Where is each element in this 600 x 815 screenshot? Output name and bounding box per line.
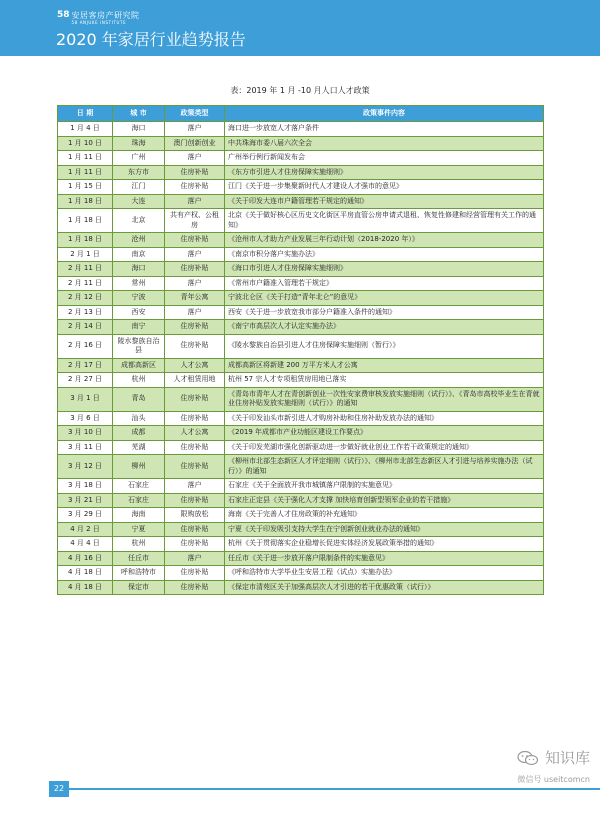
cell-policy-type: 住房补贴 xyxy=(165,387,225,411)
cell-city: 青岛 xyxy=(113,387,165,411)
cell-city: 海口 xyxy=(113,262,165,277)
table-row xyxy=(58,358,544,373)
cell-policy-type: 落户 xyxy=(165,479,225,494)
cell-policy-content: 《青岛市青年人才在青创新创业一次性安家费审核发放实施细则（试行）》、《青岛市高校毕业生在青就业住房补贴发放实施细则（试行）》的通知 xyxy=(225,387,544,411)
table-row xyxy=(58,165,544,180)
cell-policy-content: 《常州市户籍准入管理若干规定》 xyxy=(225,276,544,291)
table-row xyxy=(58,440,544,455)
cell-city: 保定市 xyxy=(113,580,165,595)
cell-policy-type: 住房补贴 xyxy=(165,493,225,508)
cell-city: 常州 xyxy=(113,276,165,291)
cell-date: 3 月 21 日 xyxy=(58,493,113,508)
cell-policy-type: 落户 xyxy=(165,194,225,209)
cell-date: 2 月 11 日 xyxy=(58,262,113,277)
cell-policy-type: 落户 xyxy=(165,276,225,291)
report-header xyxy=(0,0,600,56)
cell-city: 海口 xyxy=(113,122,165,137)
cell-city: 成都 xyxy=(113,426,165,441)
cell-city: 汕头 xyxy=(113,411,165,426)
table-row xyxy=(58,508,544,523)
cell-date: 2 月 11 日 xyxy=(58,276,113,291)
cell-policy-type: 落户 xyxy=(165,122,225,137)
table-row xyxy=(58,247,544,262)
cell-date: 3 月 6 日 xyxy=(58,411,113,426)
cell-date: 2 月 1 日 xyxy=(58,247,113,262)
cell-city: 大连 xyxy=(113,194,165,209)
cell-date: 2 月 13 日 xyxy=(58,305,113,320)
cell-policy-content: 《关于印发大连市户籍管理若干规定的通知》 xyxy=(225,194,544,209)
cell-city: 柳州 xyxy=(113,455,165,479)
table-row xyxy=(58,493,544,508)
cell-date: 1 月 18 日 xyxy=(58,233,113,248)
cell-policy-type: 住房补贴 xyxy=(165,165,225,180)
cell-policy-type: 人才公寓 xyxy=(165,426,225,441)
table-row xyxy=(58,262,544,277)
table-row xyxy=(58,411,544,426)
logo-chinese-name: 安居客房产研究院 xyxy=(71,11,140,20)
institute-logo xyxy=(57,11,140,25)
cell-policy-type: 住房补贴 xyxy=(165,566,225,581)
cell-date: 4 月 4 日 xyxy=(58,537,113,552)
cell-city: 呼和浩特市 xyxy=(113,566,165,581)
cell-city: 西安 xyxy=(113,305,165,320)
cell-city: 任丘市 xyxy=(113,551,165,566)
table-row xyxy=(58,455,544,479)
cell-date: 4 月 18 日 xyxy=(58,566,113,581)
cell-policy-content: 广州举行例行新闻发布会 xyxy=(225,151,544,166)
cell-policy-content: 《南京市积分落户实施办法》 xyxy=(225,247,544,262)
table-row xyxy=(58,479,544,494)
cell-policy-type: 住房补贴 xyxy=(165,262,225,277)
cell-policy-content: 《东方市引进人才住房保障实施细则》 xyxy=(225,165,544,180)
cell-date: 4 月 18 日 xyxy=(58,580,113,595)
cell-date: 2 月 14 日 xyxy=(58,320,113,335)
cell-policy-type: 住房补贴 xyxy=(165,180,225,195)
cell-policy-content: 《陵水黎族自治县引进人才住房保障实施细则（暂行）》 xyxy=(225,334,544,358)
cell-policy-content: 《海口市引进人才住房保障实施细则》 xyxy=(225,262,544,277)
cell-policy-type: 住房补贴 xyxy=(165,233,225,248)
table-row xyxy=(58,566,544,581)
cell-city: 南宁 xyxy=(113,320,165,335)
cell-policy-type: 限购放松 xyxy=(165,508,225,523)
footer-bar xyxy=(69,788,600,790)
cell-policy-type: 人才公寓 xyxy=(165,358,225,373)
cell-date: 1 月 10 日 xyxy=(58,136,113,151)
cell-policy-content: 《南宁市高层次人才认定实施办法》 xyxy=(225,320,544,335)
cell-policy-content: 《呼和浩特市大学毕业生安居工程（试点）实施办法》 xyxy=(225,566,544,581)
cell-date: 4 月 16 日 xyxy=(58,551,113,566)
cell-policy-type: 青年公寓 xyxy=(165,291,225,306)
cell-date: 3 月 18 日 xyxy=(58,479,113,494)
table-row xyxy=(58,180,544,195)
cell-date: 3 月 11 日 xyxy=(58,440,113,455)
page-number: 22 xyxy=(49,781,69,797)
logo-english-name: 58 ANJUKE INSTITUTE xyxy=(71,20,127,25)
cell-policy-content: 《关于印发汕头市新引进人才购房补助和住房补助发放办法的通知》 xyxy=(225,411,544,426)
cell-city: 石家庄 xyxy=(113,493,165,508)
cell-policy-content: 杭州 57 宗人才专项租赁房用地已落实 xyxy=(225,373,544,388)
cell-date: 2 月 17 日 xyxy=(58,358,113,373)
watermark-title: 知识库 xyxy=(544,749,590,767)
cell-city: 南京 xyxy=(113,247,165,262)
cell-date: 2 月 16 日 xyxy=(58,334,113,358)
cell-date: 3 月 29 日 xyxy=(58,508,113,523)
column-header-policy-content: 政策事件内容 xyxy=(225,106,544,122)
table-row xyxy=(58,291,544,306)
watermark-wechat-id: 微信号 useitcomcn xyxy=(517,775,590,784)
cell-policy-content: 海口进一步放宽人才落户条件 xyxy=(225,122,544,137)
table-row xyxy=(58,194,544,209)
cell-policy-type: 共有产权、公租房 xyxy=(165,209,225,233)
cell-policy-content: 《关于印发芜湖市强化创新驱动进一步做好就业创业工作若干政策规定的通知》 xyxy=(225,440,544,455)
table-row xyxy=(58,122,544,137)
table-row xyxy=(58,373,544,388)
table-row xyxy=(58,387,544,411)
cell-policy-type: 住房补贴 xyxy=(165,334,225,358)
cell-policy-content: 海南《关于完善人才住房政策的补充通知》 xyxy=(225,508,544,523)
table-row xyxy=(58,426,544,441)
table-body xyxy=(58,122,544,595)
table-row xyxy=(58,522,544,537)
table-row xyxy=(58,233,544,248)
cell-date: 1 月 18 日 xyxy=(58,194,113,209)
wechat-icon xyxy=(517,750,539,766)
cell-policy-type: 落户 xyxy=(165,247,225,262)
cell-city: 芜湖 xyxy=(113,440,165,455)
policy-table xyxy=(57,105,544,595)
table-row xyxy=(58,320,544,335)
report-title: 2020 年家居行业趋势报告 xyxy=(56,30,246,49)
cell-date: 1 月 11 日 xyxy=(58,165,113,180)
cell-date: 2 月 27 日 xyxy=(58,373,113,388)
logo-mark: 58 xyxy=(57,10,70,20)
table-row xyxy=(58,136,544,151)
cell-policy-content: 《柳州市北部生态新区人才评定细则（试行）》、《柳州市北部生态新区人才引进与培养实施办法（试行）》的通知 xyxy=(225,455,544,479)
cell-city: 北京 xyxy=(113,209,165,233)
cell-policy-type: 住房补贴 xyxy=(165,411,225,426)
cell-date: 1 月 11 日 xyxy=(58,151,113,166)
cell-city: 珠海 xyxy=(113,136,165,151)
table-row xyxy=(58,276,544,291)
cell-policy-content: 北京《关于做好核心区历史文化街区平房直管公房申请式退租、恢复性修建和经营管理有关工作的通知》 xyxy=(225,209,544,233)
cell-policy-type: 落户 xyxy=(165,551,225,566)
table-row xyxy=(58,551,544,566)
cell-policy-content: 西安《关于进一步放宽我市部分户籍准入条件的通知》 xyxy=(225,305,544,320)
cell-policy-type: 住房补贴 xyxy=(165,522,225,537)
cell-policy-content: 宁波北仑区《关于打造“青年北仑”的意见》 xyxy=(225,291,544,306)
cell-policy-type: 人才租赁用地 xyxy=(165,373,225,388)
cell-policy-content: 中共珠海市委八届六次全会 xyxy=(225,136,544,151)
cell-city: 杭州 xyxy=(113,537,165,552)
cell-date: 3 月 10 日 xyxy=(58,426,113,441)
cell-city: 陵水黎族自治县 xyxy=(113,334,165,358)
table-row xyxy=(58,537,544,552)
cell-policy-content: 石家庄《关于全面放开我市城镇落户限制的实施意见》 xyxy=(225,479,544,494)
cell-policy-type: 澳门创新创业 xyxy=(165,136,225,151)
table-row xyxy=(58,151,544,166)
cell-city: 石家庄 xyxy=(113,479,165,494)
cell-city: 海南 xyxy=(113,508,165,523)
cell-policy-type: 落户 xyxy=(165,305,225,320)
cell-date: 2 月 12 日 xyxy=(58,291,113,306)
cell-date: 1 月 15 日 xyxy=(58,180,113,195)
cell-policy-content: 宁夏《关于印发吸引支持大学生在宁创新创业就业办法的通知》 xyxy=(225,522,544,537)
table-row xyxy=(58,305,544,320)
cell-city: 东方市 xyxy=(113,165,165,180)
cell-policy-content: 成都高新区将新建 200 万平方米人才公寓 xyxy=(225,358,544,373)
cell-policy-content: 《沧州市人才助力产业发展三年行动计划（2018-2020 年）》 xyxy=(225,233,544,248)
cell-policy-content: 《2019 年成都市产业功能区建设工作要点》 xyxy=(225,426,544,441)
cell-policy-type: 住房补贴 xyxy=(165,455,225,479)
cell-date: 1 月 18 日 xyxy=(58,209,113,233)
cell-date: 3 月 12 日 xyxy=(58,455,113,479)
column-header-date: 日 期 xyxy=(58,106,113,122)
cell-policy-content: 杭州《关于贯彻落实企业稳增长促进实体经济发展政策举措的通知》 xyxy=(225,537,544,552)
cell-policy-type: 住房补贴 xyxy=(165,580,225,595)
cell-date: 1 月 4 日 xyxy=(58,122,113,137)
table-row xyxy=(58,334,544,358)
cell-policy-type: 住房补贴 xyxy=(165,440,225,455)
cell-policy-type: 住房补贴 xyxy=(165,320,225,335)
table-row xyxy=(58,209,544,233)
cell-city: 宁波 xyxy=(113,291,165,306)
cell-city: 宁夏 xyxy=(113,522,165,537)
cell-policy-type: 落户 xyxy=(165,151,225,166)
cell-policy-content: 《保定市清苑区关于加强高层次人才引进的若干优惠政策（试行）》 xyxy=(225,580,544,595)
column-header-policy-type: 政策类型 xyxy=(165,106,225,122)
table-caption: 表：2019 年 1 月 -10 月人口人才政策 xyxy=(230,86,370,95)
cell-date: 4 月 2 日 xyxy=(58,522,113,537)
cell-city: 杭州 xyxy=(113,373,165,388)
cell-city: 沧州 xyxy=(113,233,165,248)
cell-date: 3 月 1 日 xyxy=(58,387,113,411)
cell-city: 江门 xyxy=(113,180,165,195)
table-header-row xyxy=(58,106,544,122)
cell-policy-type: 住房补贴 xyxy=(165,537,225,552)
column-header-city: 城 市 xyxy=(113,106,165,122)
cell-policy-content: 江门《关于进一步集聚新时代人才建设人才强市的意见》 xyxy=(225,180,544,195)
cell-city: 成都高新区 xyxy=(113,358,165,373)
cell-city: 广州 xyxy=(113,151,165,166)
watermark xyxy=(517,748,590,786)
cell-policy-content: 任丘市《关于进一步放开落户限制条件的实施意见》 xyxy=(225,551,544,566)
cell-policy-content: 石家庄正定县《关于强化人才支撑 加快培育创新型领军企业的若干措施》 xyxy=(225,493,544,508)
table-row xyxy=(58,580,544,595)
